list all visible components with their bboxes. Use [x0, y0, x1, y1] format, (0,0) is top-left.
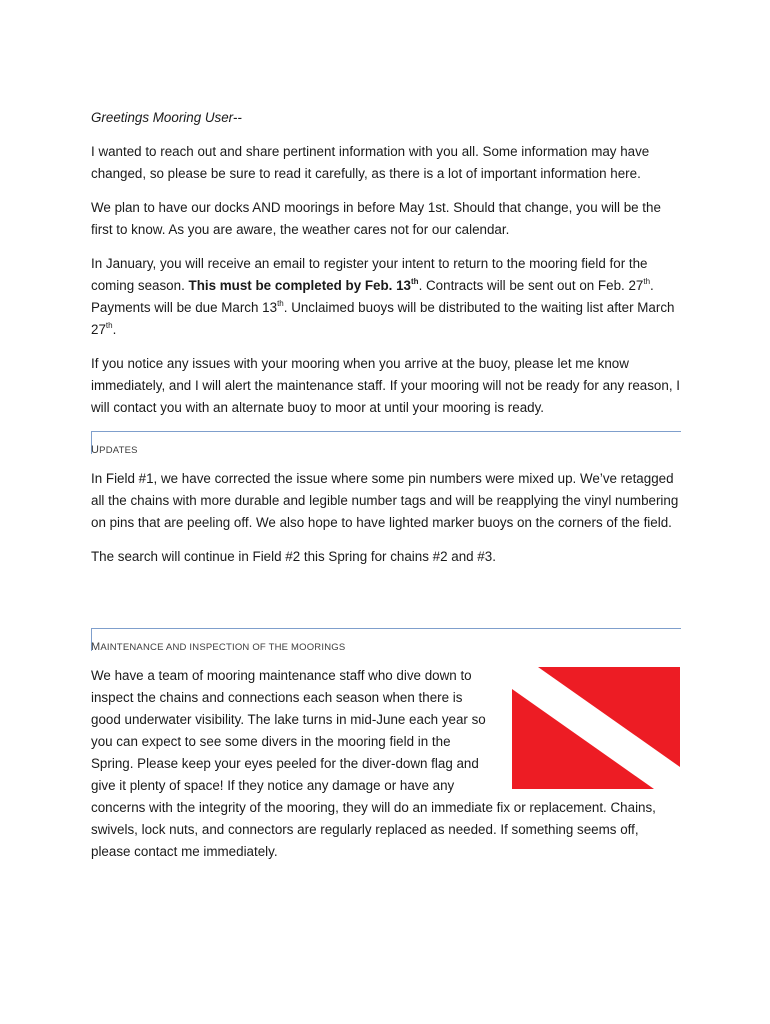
maintenance-continued-text: concerns with the integrity of the mooring, they will do an immediate fix or replacement. Chains, swivels, lock nuts, and connectors are regularly replaced as needed. If something seems off, please contact me immediately.	[91, 800, 656, 859]
field-two-paragraph: The search will continue in Field #2 this Spring for chains #2 and #3.	[91, 549, 496, 564]
maintenance-heading-rest: AINTENANCE AND INSPECTION OF THE MOORINGS	[100, 642, 346, 653]
maintenance-section	[91, 665, 681, 863]
greeting: Greetings Mooring User--	[91, 110, 242, 125]
diver-down-flag-icon	[512, 667, 680, 789]
document-page	[91, 107, 681, 863]
registration-text-4: . Unclaimed buoys will be distributed to the waiting list after March 27	[91, 300, 675, 337]
maintenance-wrapped-text: We have a team of mooring maintenance staff who dive down to inspect the chains and connections each season when there is good underwater visibility. The lake turns in mid-June each year so you can expect to see some divers in the mooring field in the Spring. Please keep your eyes peeled for the diver-down flag and give it plenty of space! If they notice any damage or have any	[91, 668, 486, 793]
maintenance-heading	[91, 628, 681, 651]
registration-text-2: . Contracts will be sent out on Feb. 27	[418, 278, 644, 293]
schedule-paragraph: We plan to have our docks AND moorings in before May 1st. Should that change, you will be the first to know. As you are aware, the weather cares not for our calendar.	[91, 200, 661, 237]
updates-heading-initial: U	[91, 444, 100, 456]
maintenance-heading-initial: M	[91, 641, 101, 653]
intro-paragraph: I wanted to reach out and share pertinent information with you all. Some information may have changed, so please be sure to read it carefully, as there is a lot of important information here.	[91, 144, 650, 181]
payments-sup: th	[277, 299, 284, 308]
registration-text-1: In January, you will receive an email to register your intent to return to the mooring field for the coming season.	[91, 256, 648, 293]
updates-heading-rest: PDATES	[99, 445, 138, 456]
registration-paragraph	[91, 253, 681, 341]
deadline-sup: th	[411, 277, 419, 286]
registration-text-3: . Payments will be due March 13	[91, 278, 654, 315]
field-one-paragraph: In Field #1, we have corrected the issue where some pin numbers were mixed up. We’ve retagged all the chains with more durable and legible number tags and will be reapplying the vinyl numbering on pins that are peeling off. We also hope to have lighted marker buoys on the corners of the field.	[91, 471, 679, 530]
unclaimed-sup: th	[105, 321, 113, 330]
registration-text-5: .	[112, 322, 117, 337]
contracts-sup: th	[643, 277, 651, 286]
deadline-bold	[189, 278, 419, 293]
deadline-text: This must be completed by Feb. 13	[188, 278, 411, 293]
updates-heading	[91, 431, 681, 454]
issues-paragraph: If you notice any issues with your mooring when you arrive at the buoy, please let me know immediately, and I will alert the maintenance staff. If your mooring will not be ready for any reason, I will contact you with an alternate buoy to moor at until your mooring is ready.	[91, 356, 680, 415]
